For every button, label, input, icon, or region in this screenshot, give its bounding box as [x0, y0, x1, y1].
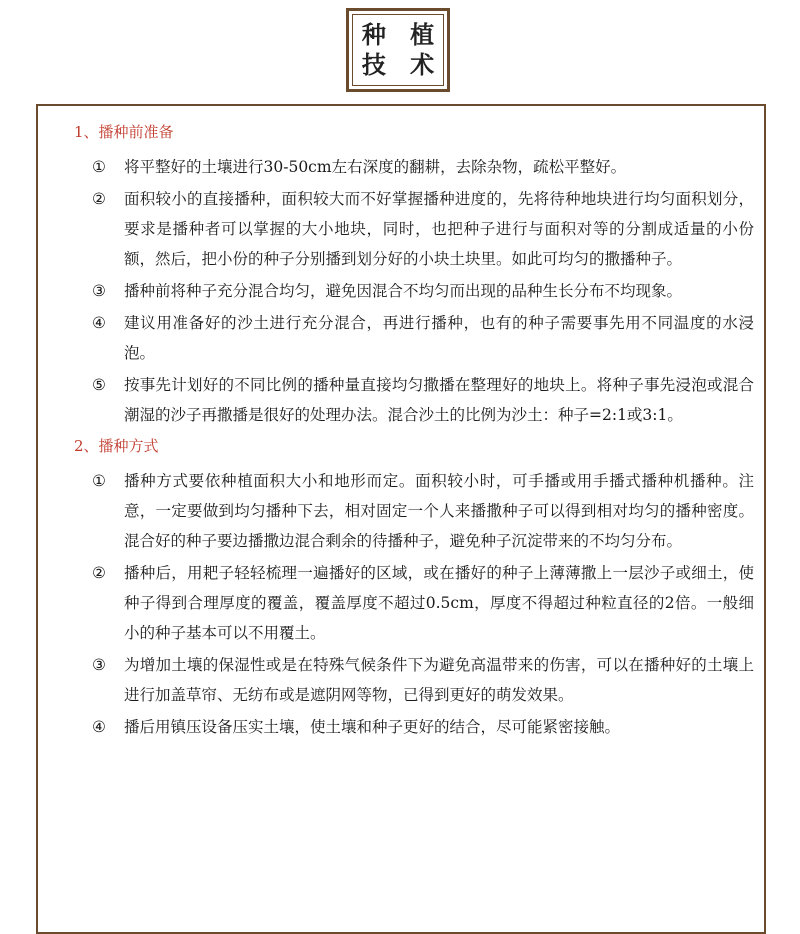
- item-text: 将平整好的土壤进行30-50cm左右深度的翻耕，去除杂物，疏松平整好。: [124, 158, 627, 176]
- item-number: ③: [92, 282, 106, 300]
- list-item: [74, 466, 754, 556]
- item-text: 建议用准备好的沙土进行充分混合，再进行播种，也有的种子需要事先用不同温度的水浸泡。: [124, 314, 754, 362]
- title-line-2: 技 术: [361, 50, 443, 79]
- list-item: [74, 308, 754, 368]
- content-body: [74, 120, 754, 744]
- item-text: 播种方式要依种植面积大小和地形而定。面积较小时，可手播或用手播式播种机播种。注意，一定要做到均匀播种下去，相对固定一个人来播撒种子可以得到相对均匀的播种密度。混合好的种子要边播撒边混合剩余的待播种子，避免种子沉淀带来的不均匀分布。: [124, 472, 754, 550]
- item-text: 为增加土壤的保湿性或是在特殊气候条件下为避免高温带来的伤害，可以在播种好的土壤上进行加盖草帘、无纺布或是遮阴网等物，已得到更好的萌发效果。: [124, 656, 754, 704]
- list-item: [74, 152, 754, 182]
- item-number: ①: [92, 472, 106, 490]
- item-number: ④: [92, 314, 106, 332]
- item-text: 播种后，用耙子轻轻梳理一遍播好的区域，或在播好的种子上薄薄撒上一层沙子或细土，使种子得到合理厚度的覆盖，覆盖厚度不超过0.5cm，厚度不得超过种粒直径的2倍。一般细小的种子基本可以不用覆土。: [124, 564, 754, 642]
- list-item: [74, 184, 754, 274]
- item-text: 播种前将种子充分混合均匀，避免因混合不均匀而出现的品种生长分布不均现象。: [124, 282, 683, 300]
- list-item: [74, 650, 754, 710]
- title-box: [346, 8, 450, 92]
- content-frame: [36, 104, 766, 934]
- item-number: ④: [92, 718, 106, 736]
- title-box-inner: [352, 14, 444, 86]
- section-heading-sowing-prep: 1、播种前准备: [74, 123, 174, 141]
- list-item: [74, 712, 754, 742]
- item-number: ⑤: [92, 376, 106, 394]
- item-text: 面积较小的直接播种，面积较大而不好掌握播种进度的，先将待种地块进行均匀面积划分，要求是播种者可以掌握的大小地块，同时，也把种子进行与面积对等的分割成适量的小份额，然后，把小份的种子分别播到划分好的小块土块里。如此可均匀的撒播种子。: [124, 190, 754, 268]
- item-number: ②: [92, 564, 106, 582]
- list-item: [74, 558, 754, 648]
- item-text: 播后用镇压设备压实土壤，使土壤和种子更好的结合，尽可能紧密接触。: [124, 718, 621, 736]
- item-number: ②: [92, 190, 106, 208]
- title-line-1: 种 植: [361, 20, 443, 49]
- item-number: ①: [92, 158, 106, 176]
- section-heading-sowing-method: 2、播种方式: [74, 437, 159, 455]
- list-item: [74, 276, 754, 306]
- item-number: ③: [92, 656, 106, 674]
- list-item: [74, 370, 754, 430]
- item-text: 按事先计划好的不同比例的播种量直接均匀撒播在整理好的地块上。将种子事先浸泡或混合潮湿的沙子再撒播是很好的处理办法。混合沙土的比例为沙土：种子=2:1或3:1。: [124, 376, 754, 424]
